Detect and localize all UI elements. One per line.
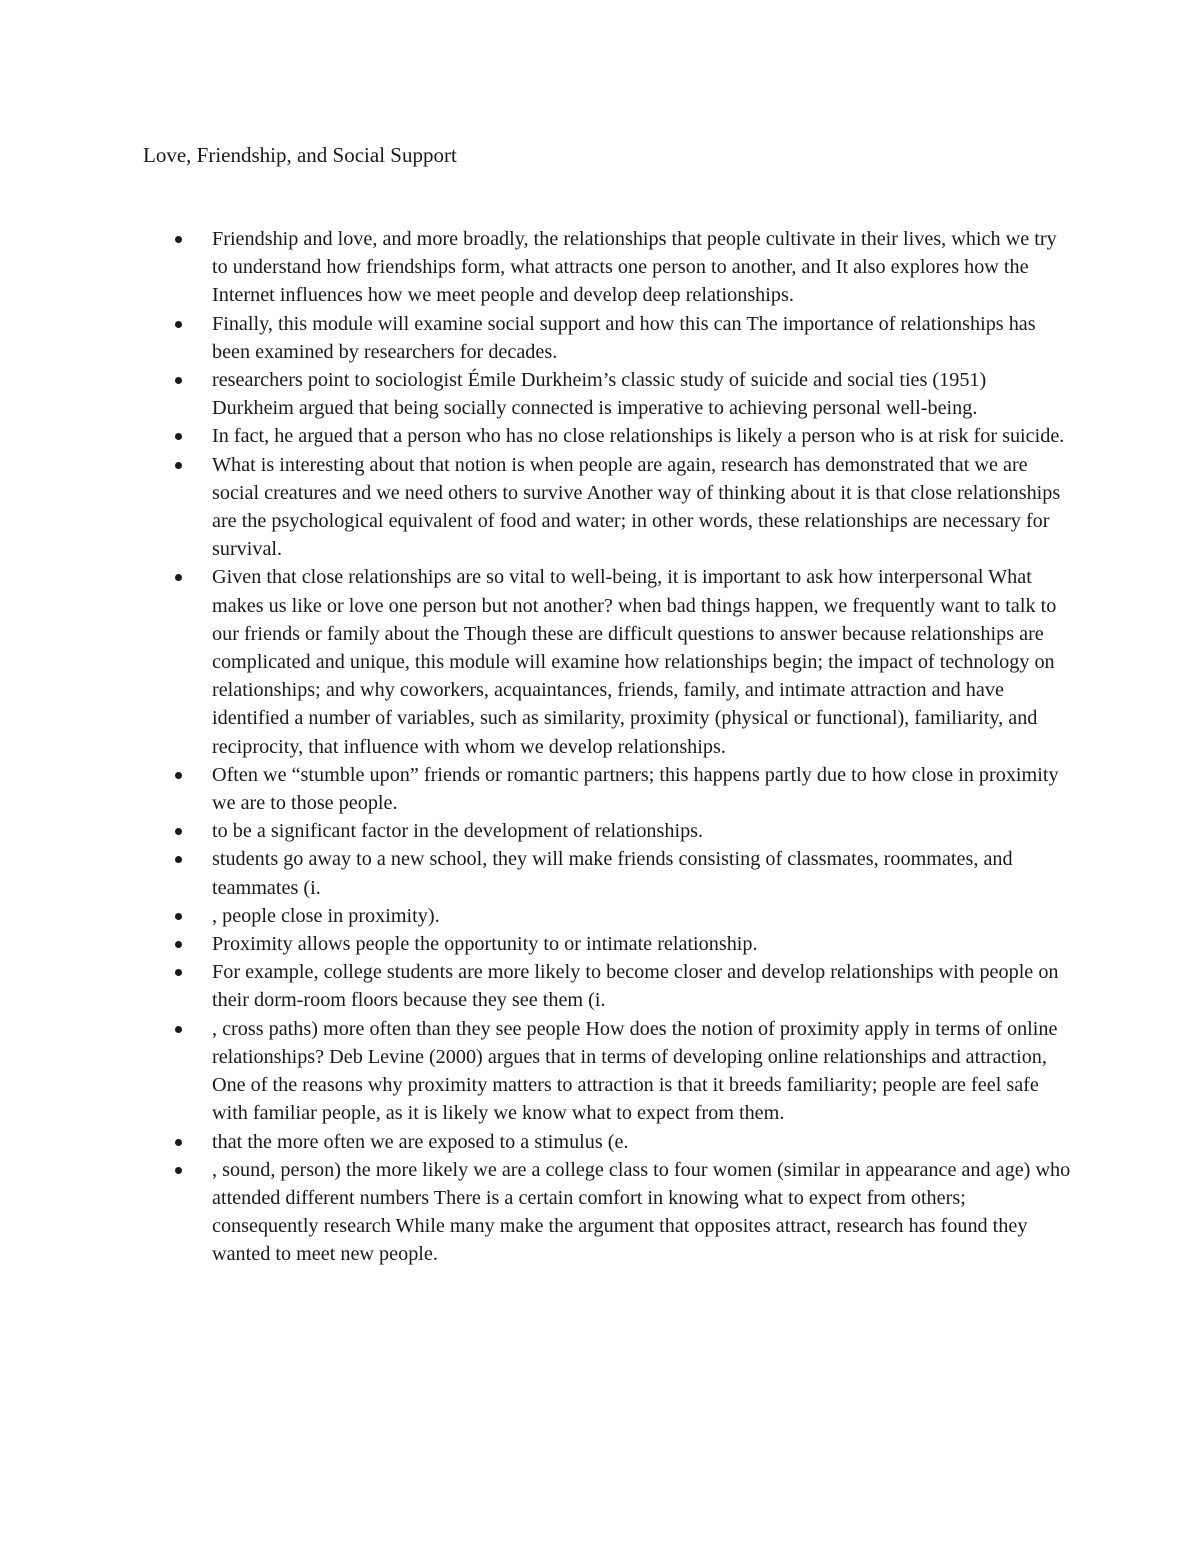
bullet-icon bbox=[175, 462, 182, 469]
bullet-text: What is interesting about that notion is when people are again, research has demonstrated that we are social creatures and we need others to survive Another way of thinking about it is that close relationships are the psychological equivalent of food and water; in other words, these relationships are necessary for survival. bbox=[212, 453, 1061, 561]
bullet-text: , people close in proximity). bbox=[212, 904, 440, 927]
bullet-text: to be a significant factor in the development of relationships. bbox=[212, 820, 704, 843]
bullet-item bbox=[212, 225, 1072, 310]
bullet-item bbox=[212, 845, 1072, 901]
bullet-icon bbox=[175, 321, 182, 328]
bullet-icon bbox=[175, 1167, 182, 1174]
bullet-item bbox=[212, 761, 1072, 817]
bullet-item bbox=[212, 930, 1072, 958]
bullet-item bbox=[212, 451, 1072, 564]
bullet-icon bbox=[175, 377, 182, 384]
bullet-icon bbox=[175, 969, 182, 976]
bullet-text: that the more often we are exposed to a stimulus (e. bbox=[212, 1130, 629, 1153]
bullet-text: Given that close relationships are so vital to well-being, it is important to ask how interpersonal What makes us like or love one person but not another? when bad things happen, we frequently want to talk to our friends or family about the Though these are difficult questions to answer because relationships are complicated and unique, this module will examine how relationships begin; the impact of technology on relationships; and why coworkers, acquaintances, friends, family, and intimate attraction and have identified a number of variables, such as similarity, proximity (physical or functional), familiarity, and reciprocity, that influence with whom we develop relationships. bbox=[212, 566, 1057, 758]
bullet-text: For example, college students are more likely to become closer and develop relationships with people on their dorm-room floors because they see them (i. bbox=[212, 961, 1059, 1012]
bullet-icon bbox=[175, 574, 182, 581]
bullet-text: Often we “stumble upon” friends or romantic partners; this happens partly due to how close in proximity we are to those people. bbox=[212, 763, 1059, 815]
bullet-item bbox=[212, 902, 1072, 930]
bullet-icon bbox=[175, 433, 182, 440]
bullet-text: , sound, person) the more likely we are a college class to four women (similar in appearance and age) who attended different numbers There is a certain comfort in knowing what to expect from others; consequently research While many make the argument that opposites attract, research has found they wanted to meet new people. bbox=[212, 1158, 1071, 1266]
bullet-item bbox=[212, 958, 1072, 1014]
bullet-icon bbox=[175, 941, 182, 948]
bullet-icon bbox=[175, 828, 182, 835]
bullet-text: In fact, he argued that a person who has no close relationships is likely a person who is at risk for suicide. bbox=[212, 425, 1065, 448]
bullet-item bbox=[212, 563, 1072, 760]
bullet-icon bbox=[175, 236, 182, 243]
bullet-icon bbox=[175, 1026, 182, 1033]
bullet-item bbox=[212, 422, 1072, 450]
bullet-text: students go away to a new school, they will make friends consisting of classmates, roommates, and teammates (i. bbox=[212, 848, 1013, 899]
bullet-list bbox=[212, 225, 1072, 1269]
bullet-text: researchers point to sociologist Émile Durkheim’s classic study of suicide and social ties (1951) Durkheim argued that being socially connected is imperative to achieving personal well-being. bbox=[212, 369, 987, 420]
bullet-text: Finally, this module will examine social support and how this can The importance of relationships has been examined by researchers for decades. bbox=[212, 312, 1036, 363]
bullet-item bbox=[212, 817, 1072, 845]
bullet-text: , cross paths) more often than they see people How does the notion of proximity apply in terms of online relationships? Deb Levine (2000) argues that in terms of developing online relationships and attraction, One of the reasons why proximity matters to attraction is that it breeds familiarity; people are feel safe with familiar people, as it is likely we know what to expect from them. bbox=[212, 1017, 1058, 1125]
bullet-icon bbox=[175, 1139, 182, 1146]
bullet-item bbox=[212, 366, 1072, 422]
bullet-item bbox=[212, 1015, 1072, 1128]
bullet-text: Friendship and love, and more broadly, the relationships that people cultivate in their lives, which we try to understand how friendships form, what attracts one person to another, and It also explores how the Internet influences how we meet people and develop deep relationships. bbox=[212, 228, 1057, 307]
bullet-item bbox=[212, 1128, 1072, 1156]
bullet-text: Proximity allows people the opportunity to or intimate relationship. bbox=[212, 933, 758, 956]
bullet-item bbox=[212, 1156, 1072, 1269]
bullet-icon bbox=[175, 856, 182, 863]
bullet-item bbox=[212, 310, 1072, 366]
document-title: Love, Friendship, and Social Support bbox=[143, 143, 457, 167]
bullet-icon bbox=[175, 913, 182, 920]
bullet-icon bbox=[175, 772, 182, 779]
